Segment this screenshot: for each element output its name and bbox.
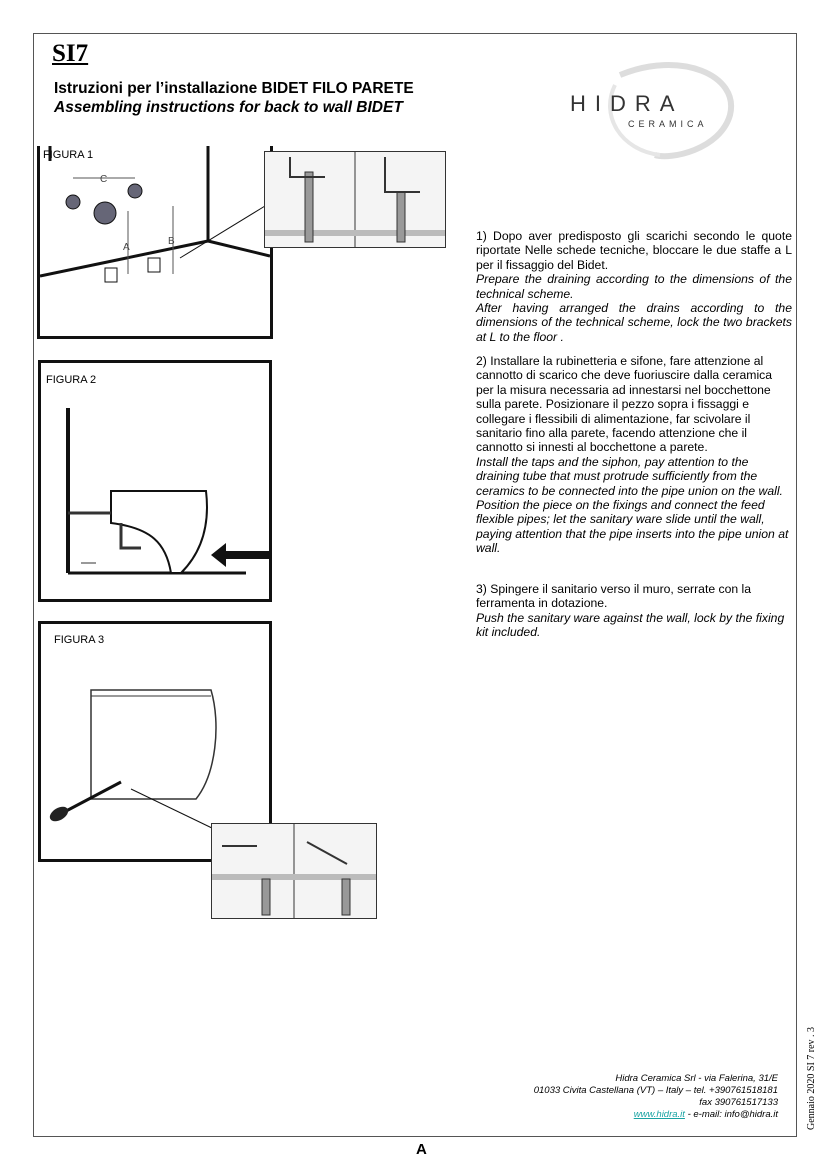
svg-text:CERAMICA: CERAMICA	[628, 119, 708, 129]
step-2-italian: 2) Installare la rubinetteria e sifone, fare attenzione al cannotto di scarico che deve fuoriuscire dalla ceramica per la misura necessaria ad innestarsi nel bocchettone sulla parete. Posizionare il pezzo sopra i fissaggi e collegare i flessibili di alimentazione, far scivolare il sanitario fino alla parete, facendo attenzione che il cannotto si innesti al bocchettone a parete.	[476, 354, 773, 455]
title-english: Assembling instructions for back to wall BIDET	[54, 99, 403, 116]
figure-3-label: FIGURA 3	[54, 634, 105, 646]
figure-1-drawing	[40, 146, 270, 336]
footer-city-phone: 01033 Civita Castellana (VT) – Italy – tel. +390761518181	[533, 1085, 778, 1096]
title-italian: Istruzioni per l’installazione BIDET FILO PARETE	[54, 80, 414, 97]
company-footer	[534, 1073, 778, 1121]
footer-address: Hidra Ceramica Srl - via Falerina, 31/E	[615, 1073, 778, 1084]
figure-1-detail	[264, 151, 446, 248]
svg-text:HIDRA: HIDRA	[570, 91, 684, 116]
step-1-italian: 1) Dopo aver predisposto gli scarichi secondo le quote riportate Nelle schede tecniche, bloccare le due staffe a L per il fissaggio del Bidet.	[476, 229, 792, 272]
step-3	[476, 582, 792, 640]
figure-2-label: FIGURA 2	[46, 374, 97, 386]
document-code: SI7	[52, 40, 89, 67]
website-link[interactable]: www.hidra.it	[633, 1109, 685, 1120]
figure-3-detail	[211, 823, 377, 919]
dim-a: A	[123, 242, 130, 253]
step-1	[476, 229, 792, 344]
step-2	[476, 354, 792, 556]
figure-1-label: FIGURA 1	[43, 149, 94, 161]
step-2-english: Install the taps and the siphon, pay attention to the draining tube that must protrude sufficiently from the ceramics to be connected into the pipe union on the wall. Position the piece on the fixings and connect the feed flexible pipes; let the sanitary ware slide until the wall, paying attention that the pipe inserts into the pipe union at wall.	[476, 454, 789, 556]
step-3-english: Push the sanitary ware against the wall, lock by the fixing kit included.	[476, 610, 785, 640]
figure-2-drawing	[41, 363, 269, 599]
revision-note: Gennaio 2020 SI 7 rev . 3	[806, 1026, 817, 1130]
step-1-english-a: Prepare the draining according to the dimensions of the technical scheme.	[476, 272, 792, 301]
screw-detail-icon	[212, 824, 376, 918]
figure-2	[38, 360, 272, 602]
step-1-english-b: After having arranged the drains according to the dimensions of the technical scheme, lock the two brackets at L to the floor .	[476, 301, 792, 344]
bracket-detail-icon	[265, 152, 445, 247]
page-letter: A	[416, 1141, 427, 1158]
footer-fax: fax 390761517133	[699, 1097, 778, 1108]
figure-1	[37, 146, 273, 339]
dim-b: B	[168, 236, 175, 247]
step-3-italian: 3) Spingere il sanitario verso il muro, serrate con la ferramenta in dotazione.	[476, 582, 752, 611]
footer-email: - e-mail: info@hidra.it	[684, 1109, 778, 1120]
dim-c: C	[100, 174, 108, 185]
hidra-logo	[560, 55, 760, 165]
logo-swirl-icon	[560, 55, 760, 165]
